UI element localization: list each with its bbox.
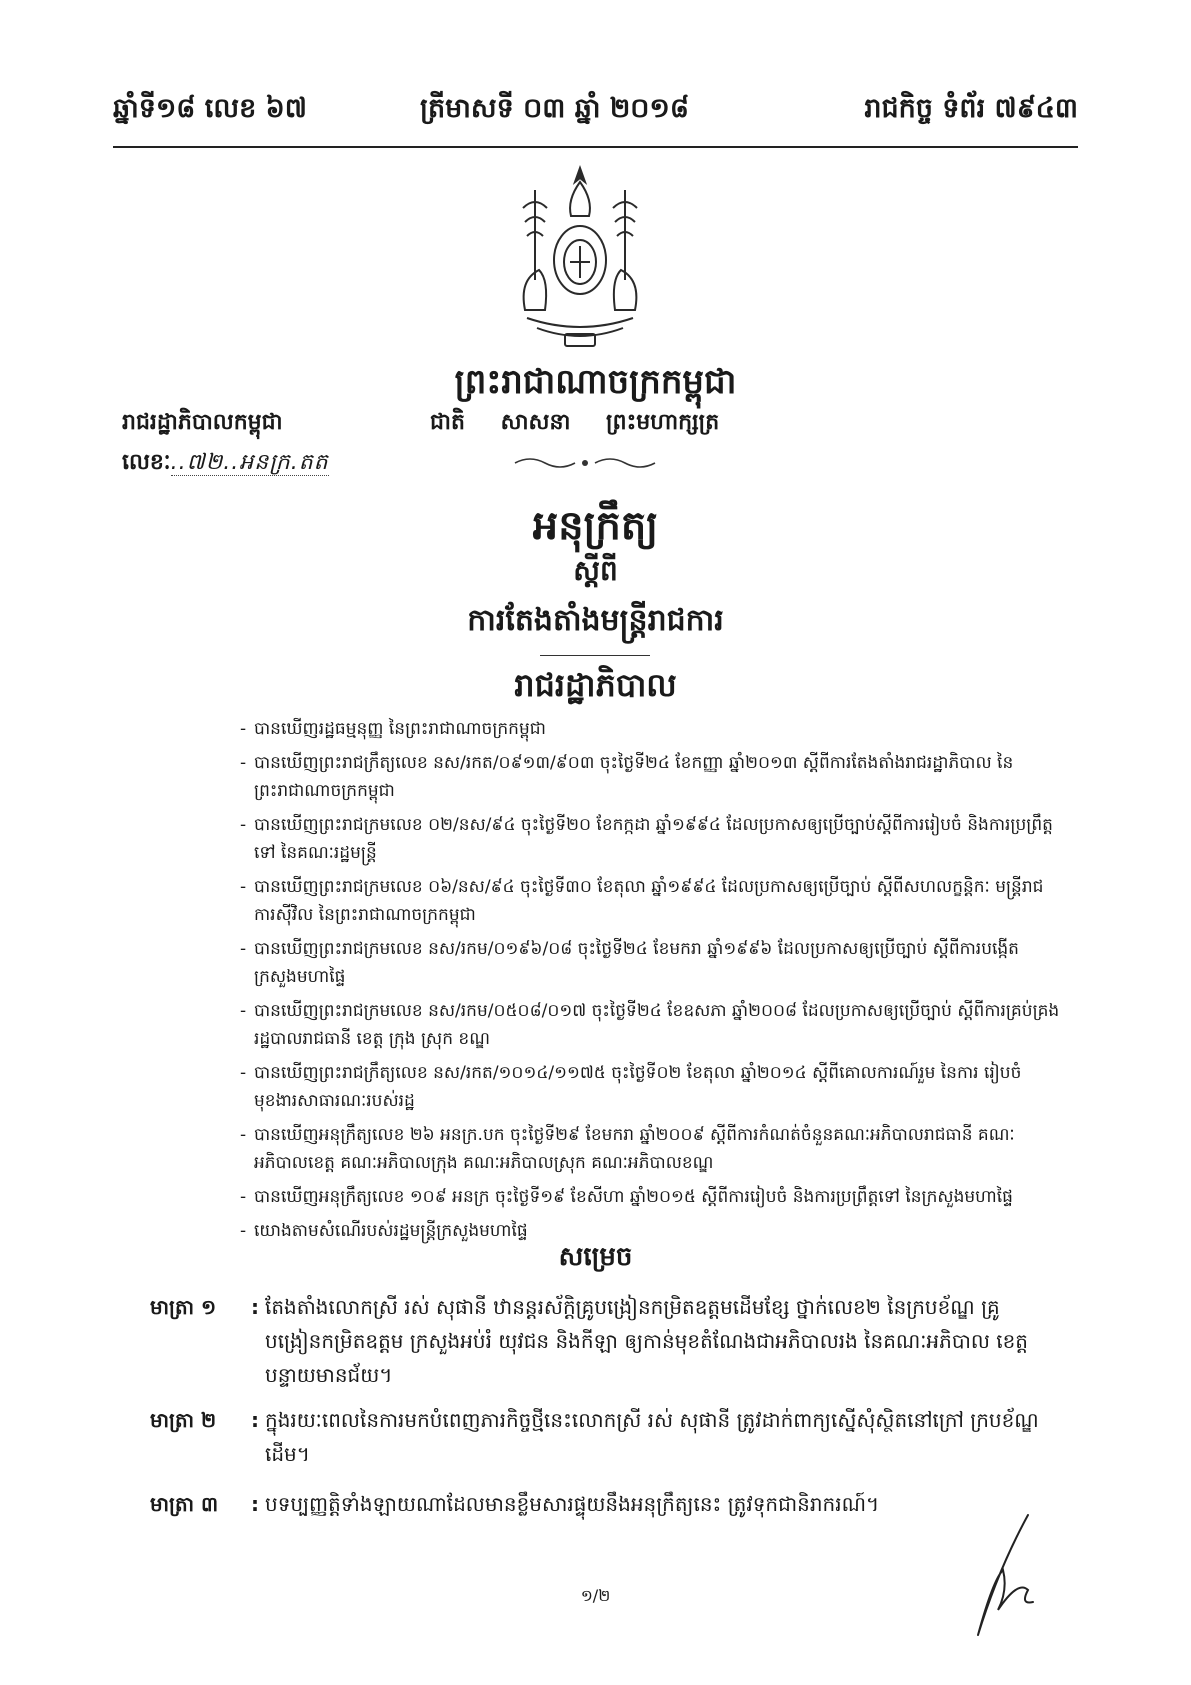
page-number: ១/២ xyxy=(580,1586,611,1605)
article-label: មាត្រា ១ xyxy=(150,1295,217,1319)
royal-coat-of-arms-icon xyxy=(505,160,655,355)
issuing-government: រាជរដ្ឋាភិបាលកម្ពុជា xyxy=(122,410,283,435)
article-colon: : xyxy=(251,1408,259,1432)
document-subject: ការតែងតាំងមន្ត្រីរាជការ xyxy=(467,603,724,638)
citation-item: - បានឃើញអនុក្រឹត្យលេខ ១០៩ អនក្រ ចុះថ្ងៃទី១៩ ខែសីហា ឆ្នាំ២០១៥ ស្តីពីការរៀបចំ និងការប្រព្រឹត្តទៅ នៃក្រសួងមហាផ្ទៃ xyxy=(240,1183,1060,1211)
article-3 xyxy=(150,1487,1050,1521)
article-2 xyxy=(150,1403,1050,1471)
article-label: មាត្រា ២ xyxy=(150,1408,217,1432)
citation-item: - បានឃើញរដ្ឋធម្មនុញ្ញ នៃព្រះរាជាណាចក្រកម្ពុជា xyxy=(240,715,1060,743)
subject-divider xyxy=(540,655,650,656)
article-colon: : xyxy=(251,1492,259,1516)
citation-item: - បានឃើញព្រះរាជក្រឹត្យលេខ នស/រកត/១០១៤/១១៧៥ ចុះថ្ងៃទី០២ ខែតុលា ឆ្នាំ២០១៤ ស្តីពីគោលការណ៍រួម នៃការ រៀបចំមុខងារសាធារណៈរបស់រដ្ឋ xyxy=(240,1059,1060,1115)
header-year-issue: ឆ្នាំទី១៨ លេខ ៦៧ xyxy=(113,93,307,124)
kingdom-title: ព្រះរាជាណាចក្រកម្ពុជា xyxy=(454,362,737,402)
reference-label: លេខៈ xyxy=(122,450,171,475)
citation-item: - បានឃើញព្រះរាជក្រមលេខ នស/រកម/០៥០៨/០១៧ ចុះថ្ងៃទី២៤ ខែឧសភា ឆ្នាំ២០០៨ ដែលប្រកាសឲ្យប្រើច្បាប់ ស្តីពីការគ្រប់គ្រងរដ្ឋបាលរាជធានី ខេត្ត ក្រុង ស្រុក ខណ្ឌ xyxy=(240,997,1060,1053)
article-colon: : xyxy=(251,1295,259,1319)
citation-list xyxy=(240,715,1060,1251)
article-text: បទប្បញ្ញត្តិទាំងឡាយណាដែលមានខ្លឹមសារផ្ទុយនឹងអនុក្រឹត្យនេះ ត្រូវទុកជានិរាករណ៍។ xyxy=(265,1492,880,1516)
header-gazette-page: រាជកិច្ច ទំព័រ ៧៩៤៣ xyxy=(864,93,1078,124)
decision-heading: សម្រេច xyxy=(558,1242,633,1272)
article-text: តែងតាំងលោកស្រី រស់ សុផានី ឋានន្តរស័ក្តិគ្រូបង្រៀនកម្រិតឧត្តមដើមខ្សែ ថ្នាក់លេខ២ នៃក្របខ័ណ្ឌ គ្រូបង្រៀនកម្រិតឧត្តម ក្រសួងអប់រំ យុវជន និងកីឡា ឲ្យកាន់មុខតំណែងជាអភិបាលរង នៃគណៈអភិបាល ខេត្តបន្ទាយមានជ័យ។ xyxy=(265,1295,1028,1387)
national-motto: ជាតិ សាសនា ព្រះមហាក្សត្រ xyxy=(430,410,720,435)
reference-value: ..៧២..អនក្រ.តត xyxy=(170,450,329,475)
reference-number xyxy=(122,448,329,480)
citation-item: - បានឃើញព្រះរាជក្រមលេខ ០៦/នស/៩៤ ចុះថ្ងៃទី៣០ ខែតុលា ឆ្នាំ១៩៩៤ ដែលប្រកាសឲ្យប្រើច្បាប់ ស្តីពីសហលក្ខន្តិកៈ មន្ត្រីរាជការស៊ីវិល នៃព្រះរាជាណាចក្រកម្ពុជា xyxy=(240,873,1060,929)
article-text: ក្នុងរយៈពេលនៃការមកបំពេញភារកិច្ចថ្មីនេះលោកស្រី រស់ សុផានី ត្រូវដាក់ពាក្យស្នើសុំស្ថិតនៅក្រៅ ក្របខ័ណ្ឌដើម។ xyxy=(265,1408,1039,1466)
document-type: អនុក្រឹត្យ xyxy=(532,503,659,549)
citation-item: - បានឃើញព្រះរាជក្រឹត្យលេខ នស/រកត/០៩១៣/៩០៣ ចុះថ្ងៃទី២៤ ខែកញ្ញា ឆ្នាំ២០១៣ ស្តីពីការតែងតាំងរាជរដ្ឋាភិបាល នៃព្រះរាជាណាចក្រកម្ពុជា xyxy=(240,749,1060,805)
citation-item: - បានឃើញព្រះរាជក្រមលេខ នស/រកម/០១៩៦/០៨ ចុះថ្ងៃទី២៤ ខែមករា ឆ្នាំ១៩៩៦ ដែលប្រកាសឲ្យប្រើច្បាប់ ស្តីពីការបង្កើតក្រសួងមហាផ្ទៃ xyxy=(240,935,1060,991)
ornament-divider xyxy=(510,455,660,471)
article-label: មាត្រា ៣ xyxy=(150,1492,219,1516)
citation-item: - បានឃើញអនុក្រឹត្យលេខ ២៦ អនក្រ.បក ចុះថ្ងៃទី២៩ ខែមករា ឆ្នាំ២០០៩ ស្តីពីការកំណត់ចំនួនគណៈអភិបាលរាជធានី គណៈអភិបាលខេត្ត គណៈអភិបាលក្រុង គណៈអភិបាលស្រុក គណៈអភិបាលខណ្ឌ xyxy=(240,1121,1060,1177)
article-1 xyxy=(150,1290,1050,1392)
header-divider xyxy=(113,146,1078,148)
document-about: ស្តីពី xyxy=(573,554,618,587)
citation-item: - បានឃើញព្រះរាជក្រមលេខ ០២/នស/៩៤ ចុះថ្ងៃទី២០ ខែកក្កដា ឆ្នាំ១៩៩៤ ដែលប្រកាសឲ្យប្រើច្បាប់ស្តីពីការរៀបចំ និងការប្រព្រឹត្តទៅ នៃគណៈរដ្ឋមន្ត្រី xyxy=(240,811,1060,867)
handwritten-signature-icon xyxy=(958,1510,1058,1640)
citation-item: - យោងតាមសំណើរបស់រដ្ឋមន្ត្រីក្រសួងមហាផ្ទៃ xyxy=(240,1217,1060,1245)
header-quarter: ត្រីមាសទី ០៣ ឆ្នាំ ២០១៨ xyxy=(420,93,689,124)
issuer-heading: រាជរដ្ឋាភិបាល xyxy=(514,666,677,704)
